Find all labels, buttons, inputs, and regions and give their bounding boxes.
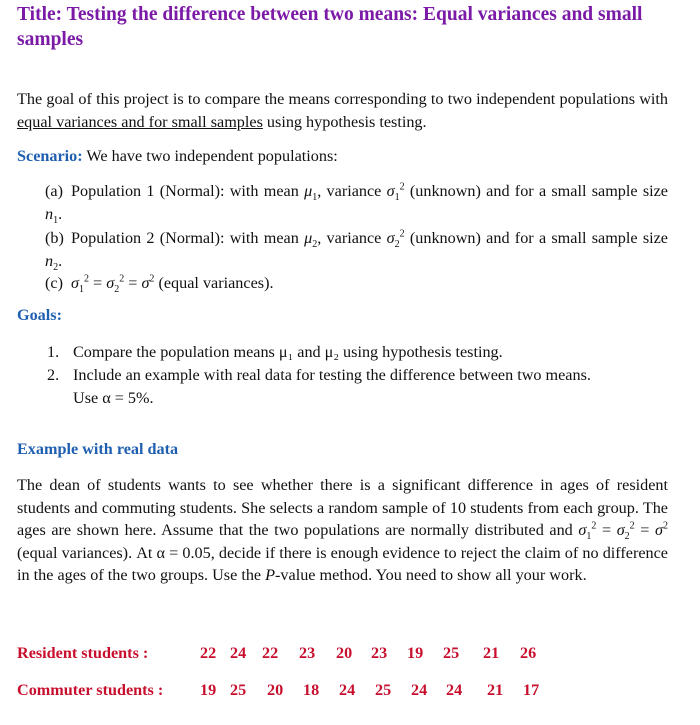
- commuter-age: 25: [375, 681, 392, 699]
- goal-item-1: 1. Compare the population means μ₁ and μ₂ using hypothesis testing.: [47, 343, 503, 361]
- scenario-item-c: (c) $\sigma_1^2 = \sigma_2^2 = \sigma^2$ (equal variances).: [45, 273, 274, 296]
- resident-age: 20: [336, 644, 353, 662]
- scenario-item-a: (a) Population 1 (Normal): with mean $\mu_1$, variance $\sigma_1^2$ (unknown) and for a small sample size $n_1$.: [45, 181, 668, 226]
- resident-age: 24: [230, 644, 247, 662]
- resident-age: 23: [299, 644, 316, 662]
- commuter-age: 24: [339, 681, 356, 699]
- commuter-age: 24: [446, 681, 463, 699]
- underlined-phrase: equal variances and for small samples: [17, 112, 263, 131]
- resident-age: 23: [371, 644, 388, 662]
- commuter-age: 20: [267, 681, 284, 699]
- goals-heading: Goals:: [17, 306, 62, 324]
- commuter-age: 24: [411, 681, 428, 699]
- resident-age: 22: [200, 644, 217, 662]
- scenario-label: Scenario:: [17, 147, 83, 165]
- scenario-line: Scenario: We have two independent populations:: [17, 147, 338, 165]
- page-title: Title: Testing the difference between two means: Equal variances and small samples: [17, 4, 643, 50]
- scenario-item-b: (b) Population 2 (Normal): with mean $\mu_2$, variance $\sigma_2^2$ (unknown) and for a small sample size $n_2$.: [45, 228, 668, 273]
- commuter-age: 21: [487, 681, 504, 699]
- example-heading: Example with real data: [17, 440, 179, 458]
- resident-age: 22: [262, 644, 279, 662]
- goal-item-2: 2. Include an example with real data for testing the difference between two means. Use α = 5%.: [47, 366, 591, 407]
- commuter-label: Commuter students :: [17, 681, 164, 699]
- commuter-age: 17: [523, 681, 540, 699]
- commuter-age: 18: [303, 681, 320, 699]
- resident-age: 25: [443, 644, 460, 662]
- commuter-age: 25: [230, 681, 247, 699]
- resident-age: 26: [520, 644, 537, 662]
- resident-age: 19: [407, 644, 424, 662]
- example-paragraph: The dean of students wants to see whether there is a significant difference in ages of resident students and commuting students. She selects a random sample of 10 students from each group. The ages are shown here. Assume that the two populations are normally distributed and $\sigma_1^2 = \sigma_2^2 = \sigma^2$ (equal variances). At α = 0.05, decide if there is enough evidence to reject the claim of no difference in the ages of the two groups. Use the P-value method. You need to show all your work.: [17, 476, 668, 585]
- intro-paragraph: The goal of this project is to compare the means corresponding to two independent populations with equal variances and for small samples using hypothesis testing.: [17, 90, 668, 131]
- commuter-age: 19: [200, 681, 217, 699]
- resident-label: Resident students :: [17, 644, 149, 662]
- resident-age: 21: [483, 644, 500, 662]
